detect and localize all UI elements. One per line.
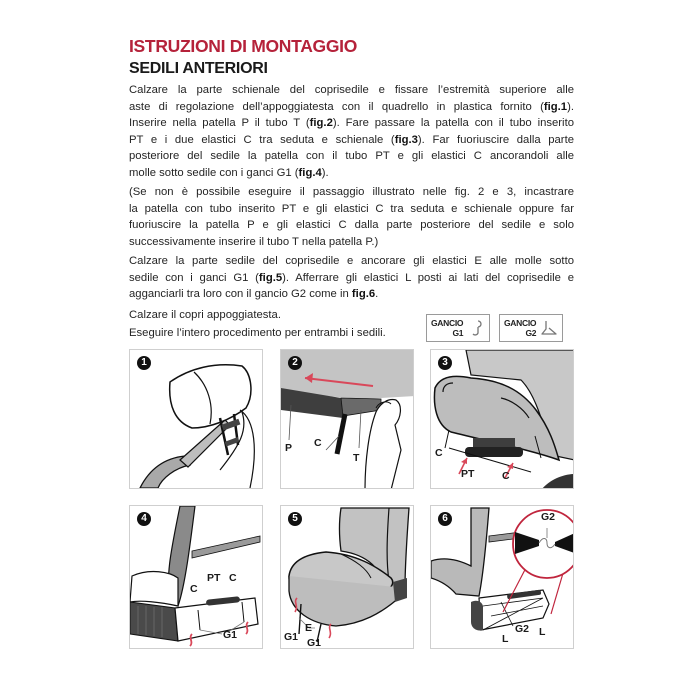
figure-5-seat-cover — [280, 505, 414, 649]
hook-icon — [471, 319, 485, 339]
fig-ref: fig.3 — [394, 133, 418, 146]
label-e: E — [305, 622, 313, 634]
seat-gap-illustration — [431, 350, 574, 489]
figure-4-anchoring — [129, 505, 263, 649]
patella-tube-illustration — [281, 350, 414, 489]
headrest-illustration — [130, 350, 263, 489]
figure-number-badge: 2 — [288, 356, 302, 370]
paragraph-alternative: (Se non è possibile eseguire il passaggio illustrato nelle fig. 2 e 3, incastrare la patella con tubo inserito PT e gli elastici C tra seduta e schienale oppure far fuoriuscire la patella P e gli elastici C dalla parte posteriore del sedile e solo successivamente inserire il tubo T nella patella P.) — [129, 186, 574, 248]
figure-number-badge: 1 — [137, 356, 151, 370]
label-c-left: C — [190, 583, 198, 595]
label-l-left: L — [502, 633, 509, 645]
section-subtitle: SEDILI ANTERIORI — [129, 60, 268, 77]
side-elastic-illustration — [431, 506, 574, 649]
hanger-hook-icon — [540, 319, 558, 339]
final-steps — [129, 306, 574, 342]
seat-cover-illustration — [281, 506, 414, 649]
rear-seat-illustration — [130, 506, 263, 649]
figure-number-badge: 5 — [288, 512, 302, 526]
page-title: ISTRUZIONI DI MONTAGGIO — [129, 36, 358, 56]
figure-number-badge: 6 — [438, 512, 452, 526]
fig-ref: fig.5 — [258, 271, 283, 284]
legend-gancio-g2: GANCIO G2 — [499, 314, 563, 342]
label-c-right: C — [502, 470, 510, 482]
label-pt: PT — [461, 468, 475, 480]
label-g1-right: G1 — [307, 637, 322, 649]
paragraph-backrest: Calzare la parte schienale del coprisedile e fissare l’estremità superiore alle aste di regolazione dell’appoggiatesta con il quadrello in plastica fornito (fig.1). Inserire nella patella P il tubo T (fig.2). Fare passare la patella con il tubo inserito PT e i due elastici C tra seduta e schienale (fig.3). Far fuoriuscire dalla parte posteriore del sedile la patella con il tubo PT e gli elastici C ancorandoli alle molle sotto sedile con i ganci G1 (fig.4). — [129, 84, 574, 179]
legend-gancio-g1: GANCIO G1 — [426, 314, 490, 342]
instruction-sheet — [129, 36, 574, 342]
fig-ref: fig.4 — [298, 166, 322, 179]
fig-ref: fig.2 — [309, 117, 333, 129]
label-g2-zoom: G2 — [541, 511, 556, 523]
figure-number-badge: 4 — [137, 512, 151, 526]
headrest-step: Calzare il copri appoggiatesta. — [129, 308, 281, 321]
figure-6-hook-g2 — [430, 505, 574, 649]
label-c-right: C — [229, 572, 237, 584]
label-t: T — [353, 452, 360, 464]
label-pt: PT — [207, 572, 221, 584]
figure-2-tube-insertion — [280, 349, 414, 489]
fig-ref: fig.1 — [543, 100, 568, 113]
label-c-left: C — [435, 447, 443, 459]
label-l-right: L — [539, 626, 546, 638]
figure-1-headrest — [129, 349, 263, 489]
label-g2: G2 — [515, 623, 530, 635]
figure-number-badge: 3 — [438, 356, 452, 370]
label-g1: G1 — [223, 629, 238, 641]
label-p: P — [285, 442, 293, 454]
label-g1-left: G1 — [284, 631, 299, 643]
label-c: C — [314, 437, 322, 449]
figure-3-pass-through — [430, 349, 574, 489]
paragraph-seat: Calzare la parte sedile del coprisedile e ancorare gli elastici E alle molle sotto sedile con i ganci G1 (fig.5). Afferrare gli elastici L posti ai lati del coprisedile e agganciarli tra loro con il gancio G2 come in fig.6. — [129, 255, 574, 300]
both-seats-step: Eseguire l’intero procedimento per entrambi i sedili. — [129, 326, 386, 339]
fig-ref: fig.6 — [351, 288, 376, 300]
